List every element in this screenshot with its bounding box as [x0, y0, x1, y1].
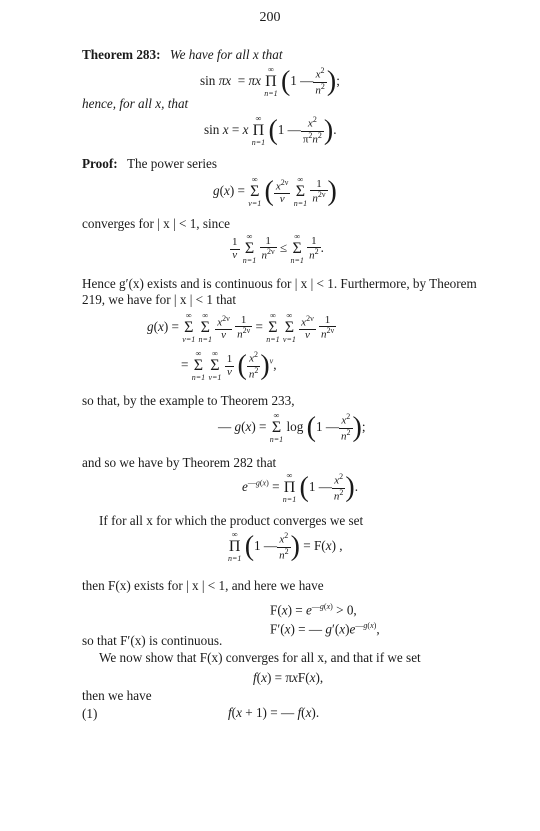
theorem-intro: We have for all x that: [169, 47, 283, 62]
page-number: 200: [259, 10, 281, 25]
continuous-line: so that F′(x) is continuous.: [82, 633, 223, 648]
equation-label: (1): [82, 706, 98, 721]
if-line: If for all x for which the product converges we set: [99, 513, 364, 528]
hence-line-2: Hence g′(x) exists and is continuous for | x | < 1. Furthermore, by Theorem: [82, 276, 477, 291]
hence-line-3: 219, we have for | x | < 1 that: [82, 292, 237, 307]
theorem-label: Theorem 283:: [82, 47, 161, 62]
then-have-line: then we have: [82, 688, 152, 703]
equation-double-sum-2: = ∞ Σ n=1 ∞ Σ ν=1 $\frac{1}{\nu}$ ( $\frac{x^2}{n^2}$ )$^\nu$,: [181, 349, 277, 382]
equation-functional: f(x + 1) = — f(x).: [228, 705, 320, 720]
then-line: then F(x) exists for | x | < 1, and here we have: [82, 578, 324, 593]
equation-sine-product-x: sin x = x ∞ Π n=1 (1 — $\frac{x^2}{\pi^2n^2}$ ).: [204, 114, 337, 147]
equation-F-positive: $F(x) = e^{—g(x)} > 0$, F′(x) = — $g'(x)e^{—g(x)}$,: [270, 602, 380, 637]
converges-line: converges for | x | < 1, since: [82, 216, 230, 231]
equation-sine-product-pix: sin πx = πx ∞ Π n=1 (1 — $\frac{x^2}{n^2}$ );: [200, 65, 340, 98]
proof-label: Proof:: [82, 156, 118, 171]
equation-bound: $\frac{1}{\nu}$ ∞ Σ n=1 $\frac{1}{n^{2\nu}}$ ≤ ∞ Σ n=1 $\frac{1}{n^2}$ .: [232, 232, 324, 265]
equation-double-sum: g(x) = ∞ Σ ν=1 ∞ Σ n=1 $\frac{x^{2\nu}}{\nu}$ $\frac{1}{n^{2\nu}}$ = ∞ Σ n=1 ∞ Σ ν=1 $\frac{x^{2\nu}}{\nu}$ $\frac{1}{n^{2\nu}}$: [147, 311, 335, 344]
hence-line: hence, for all x, that: [82, 96, 189, 111]
show-line: We now show that F(x) converges for all x, and that if we set: [99, 650, 421, 665]
example-line: so that, by the example to Theorem 233,: [82, 393, 295, 408]
proof-line: [82, 156, 217, 172]
proof-intro: The power series: [126, 156, 218, 171]
theorem-statement: [82, 47, 283, 63]
equation-power-series: g(x) = ∞ Σ ν=1 ( $\frac{x^{2\nu}}{\nu}$ ∞ Σ n=1 $\frac{1}{n^{2\nu}}$ ): [213, 175, 337, 208]
equation-log-sum: — g(x) = ∞ Σ n=1 log (1 — $\frac{x^2}{n^2}$ );: [218, 411, 366, 444]
equation-define-f: f(x) = πxF(x),: [253, 670, 324, 685]
equation-exp-product: $e^{—g(x)}$ = ∞ Π n=1 (1 — $\frac{x^2}{n^2}$ ).: [242, 471, 359, 504]
equation-define-F: ∞ Π n=1 (1 — $\frac{x^2}{n^2}$ ) = F(x) ,: [228, 530, 343, 563]
and-so-line: and so we have by Theorem 282 that: [82, 455, 277, 470]
